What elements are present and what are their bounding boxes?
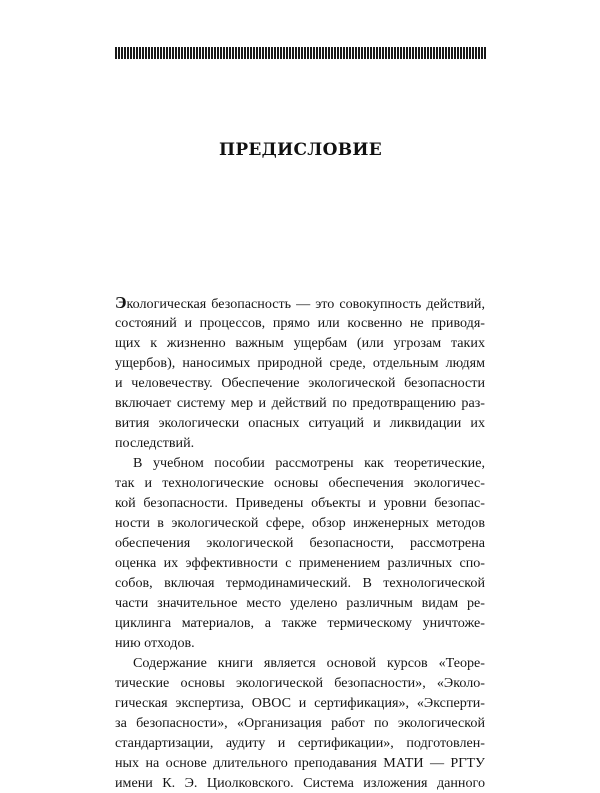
page-heading: ПРЕДИСЛОВИЕ (218, 140, 383, 160)
text-line: части значительное место уделено различным видам ре- (115, 595, 485, 611)
text-line: собов, включая термодинамический. В технологической (115, 575, 485, 591)
text-line: так и технологические основы обеспечения экологичес- (115, 475, 485, 491)
text-line: вития экологически опасных ситуаций и ликвидации их (115, 415, 485, 431)
text-line: состояний и процессов, прямо или косвенно не приводя- (115, 315, 485, 331)
body-text (115, 293, 485, 793)
text-line: В учебном пособии рассмотрены как теоретические, (133, 455, 485, 471)
text-line: гическая экспертиза, ОВОС и сертификация», «Эксперти- (115, 695, 485, 711)
text-line: циклинга материалов, а также термическому уничтоже- (115, 615, 485, 631)
top-decorative-rule (115, 47, 486, 59)
text-line: и человечеству. Обеспечение экологической безопасности (115, 375, 485, 391)
text-line (115, 293, 485, 313)
text-line: кой безопасности. Приведены объекты и уровни безопас- (115, 495, 485, 511)
text-line: стандартизации, аудиту и сертификации», подготовлен- (115, 735, 485, 751)
paragraph-2 (115, 453, 485, 653)
text-line: тические основы экологической безопасности», «Эколо- (115, 675, 485, 691)
text-line: нию отходов. (115, 635, 195, 651)
text-line: за безопасности», «Организация работ по экологической (115, 715, 485, 731)
text-line: последствий. (115, 435, 195, 451)
text-line: щих к жизненно важным ущербам (или угрозам таких (115, 335, 485, 351)
text-line-rest: кологическая безопасность — это совокупность действий, (126, 296, 485, 312)
text-line: имени К. Э. Циолковского. Система изложения данного (115, 775, 485, 791)
paragraph-3 (115, 653, 485, 793)
text-line: ущербов), наносимых природной среде, отдельным людям (115, 355, 485, 371)
text-line: оценка их эффективности с применением различных спо- (115, 555, 485, 571)
paragraph-1 (115, 293, 485, 453)
text-line: включает систему мер и действий по предотвращению раз- (115, 395, 485, 411)
text-line: Содержание книги является основой курсов «Теоре- (133, 655, 485, 671)
text-line: ных на основе длительного преподавания МАТИ — РГТУ (115, 755, 485, 771)
text-line: обеспечения экологической безопасности, рассмотрена (115, 535, 485, 551)
initial-letter: Э (115, 293, 127, 312)
text-line: ности в экологической сфере, обзор инженерных методов (115, 515, 485, 531)
